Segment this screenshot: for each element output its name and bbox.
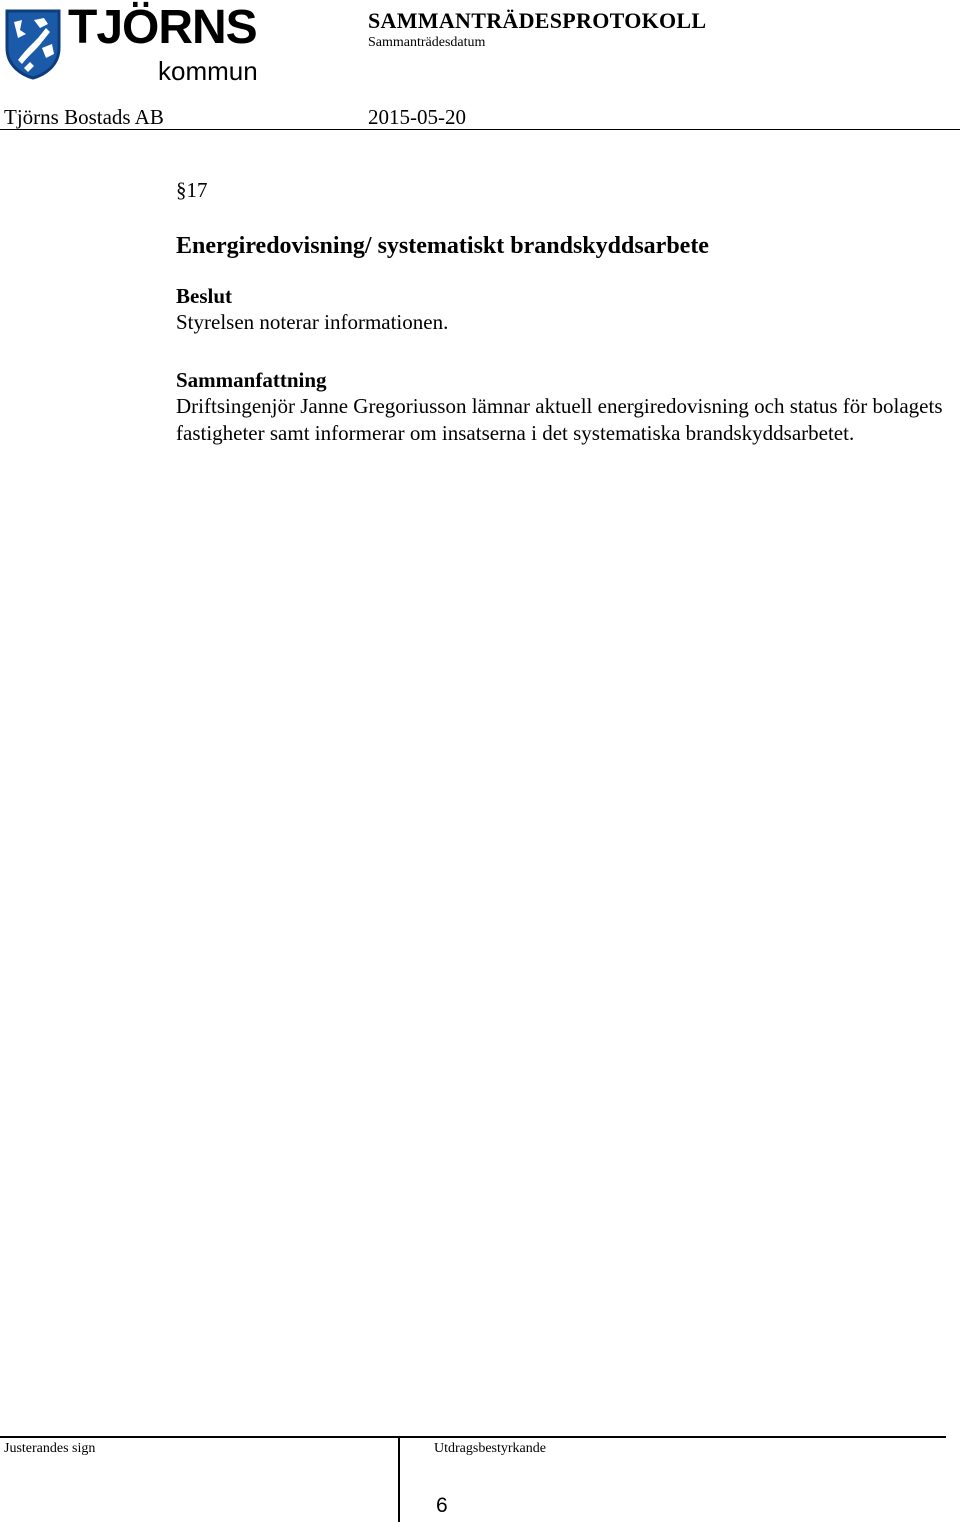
- municipality-logo: [4, 1, 266, 86]
- section-title: Energiredovisning/ systematiskt brandskyddsarbete: [176, 233, 709, 259]
- logo-subtitle: kommun: [158, 56, 258, 86]
- decision-text: Styrelsen noterar informationen.: [176, 309, 449, 334]
- footer-divider: [0, 1436, 946, 1438]
- agenda-section: [176, 178, 946, 446]
- coat-of-arms-icon: [4, 8, 62, 80]
- meeting-date: 2015-05-20: [368, 105, 466, 129]
- meeting-date-label: Sammanträdesdatum: [368, 35, 486, 50]
- summary-block: [176, 367, 946, 446]
- signature-label: Justerandes sign: [4, 1441, 96, 1456]
- header-divider: [0, 129, 960, 130]
- decision-block: [176, 283, 946, 336]
- paragraph-number: §17: [176, 178, 208, 202]
- summary-text: Driftsingenjör Janne Gregoriusson lämnar aktuell energiredovisning och status för bolagets fastigheter samt informerar om insatserna i det systematiska brandskyddsarbetet.: [176, 394, 943, 445]
- footer-column-divider: [398, 1436, 400, 1522]
- page-number: 6: [436, 1494, 448, 1517]
- certification-label: Utdragsbestyrkande: [434, 1441, 546, 1456]
- decision-heading: Beslut: [176, 283, 233, 308]
- logo-wordmark: TJÖRNS: [68, 1, 257, 54]
- summary-heading: Sammanfattning: [176, 368, 327, 393]
- organization-name: Tjörns Bostads AB: [4, 105, 164, 129]
- protocol-title: SAMMANTRÄDESPROTOKOLL: [368, 8, 707, 33]
